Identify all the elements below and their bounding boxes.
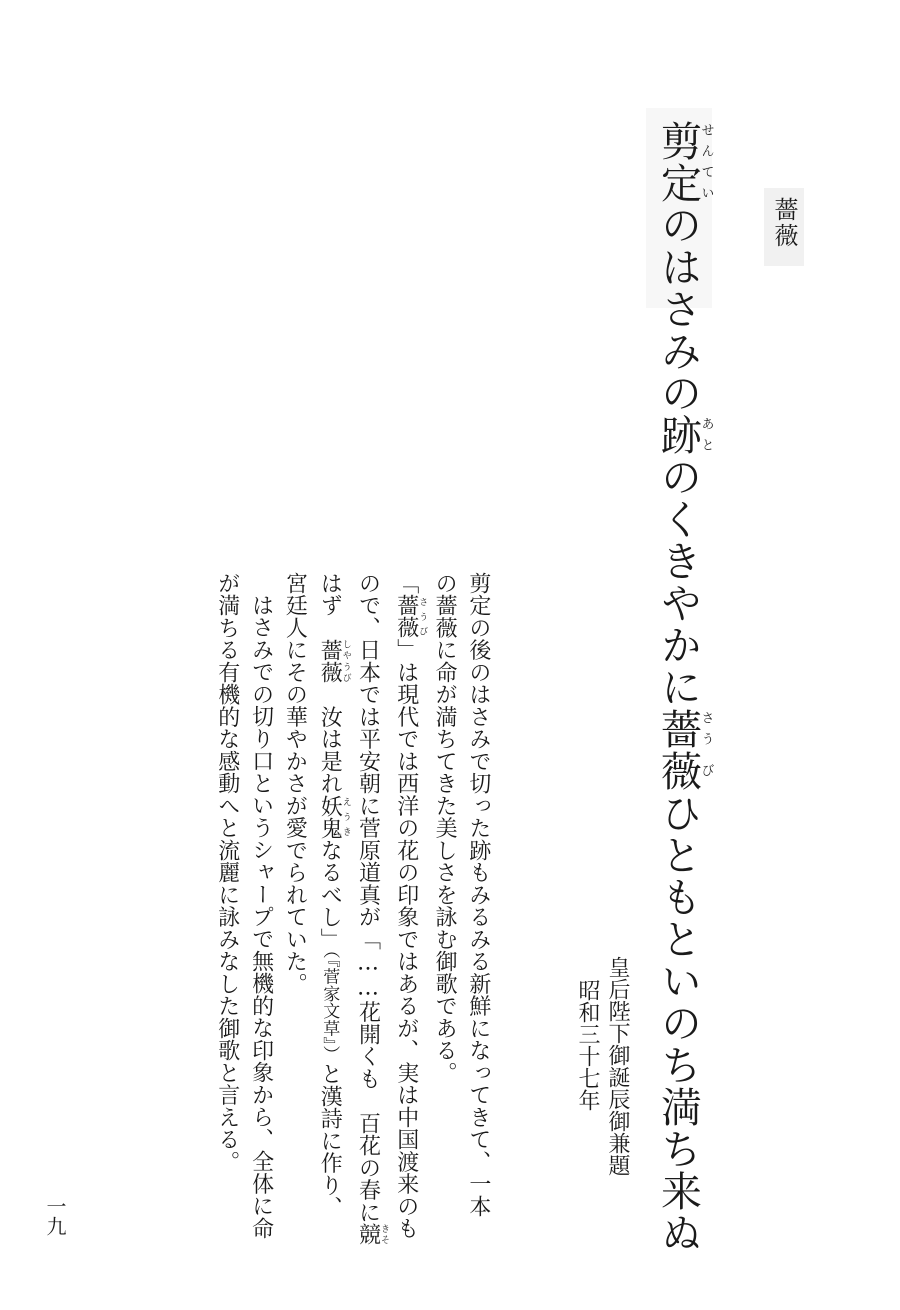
- ruby-youki: 妖鬼えうき: [317, 794, 351, 839]
- poem: [654, 120, 713, 1254]
- commentary-line: が満ちる有機的な感動へと流麗に詠みなした御歌と言える。: [214, 572, 240, 1173]
- poem-word-ato: 跡あと: [654, 414, 714, 456]
- ruby-shoubi: 薔薇しやうび: [317, 638, 351, 684]
- category-label: 薔薇: [770, 197, 798, 249]
- attribution: [572, 956, 632, 1176]
- ruby-kiso: 競きそ: [355, 1223, 389, 1246]
- poem-part-1: のはさみの: [654, 204, 702, 414]
- poem-word-bi: 薇び: [654, 750, 714, 792]
- commentary-line: 宮廷人にその華やかさが愛でられていた。: [282, 572, 308, 995]
- source-citation: （『菅家文草』）: [319, 950, 340, 1063]
- page-number: 一九: [43, 1196, 67, 1236]
- commentary-line: の薔薇に命が満ちてきた美しさを詠む御歌である。: [432, 572, 458, 1084]
- poem-part-3: ひともといのち満ち来ぬ: [654, 792, 702, 1254]
- ruby-soubi: 薔薇さうび: [393, 594, 428, 639]
- commentary-line: はず 薔薇しやうび 汝は是れ妖鬼えうきなるべし」（『菅家文草』）と漢詩に作り、: [317, 572, 351, 1219]
- commentary-line: 剪定の後のはさみで切った跡もみるみる新鮮になってきて、一本: [465, 572, 491, 1218]
- commentary-line: はさみでの切り口というシャープで無機的な印象から、全体に命: [248, 594, 274, 1240]
- poem-word-sentei-2: 定てい: [654, 162, 714, 204]
- commentary-line: 「薔薇さうび」は現代では西洋の花の印象ではあるが、実は中国渡来のも: [393, 572, 428, 1240]
- commentary: [210, 572, 495, 1246]
- attribution-year: 昭和三十七年: [575, 979, 600, 1111]
- attribution-occasion: 皇后陛下御誕辰御兼題: [605, 956, 630, 1176]
- poem-part-2: のくきやかに: [654, 456, 702, 708]
- poem-word-sou: 薔さう: [654, 708, 714, 750]
- commentary-line: ので、日本では平安朝に菅原道真が「……花開くも 百花の春に競きそ: [355, 572, 389, 1246]
- poem-word-sentei-1: 剪せん: [654, 120, 714, 162]
